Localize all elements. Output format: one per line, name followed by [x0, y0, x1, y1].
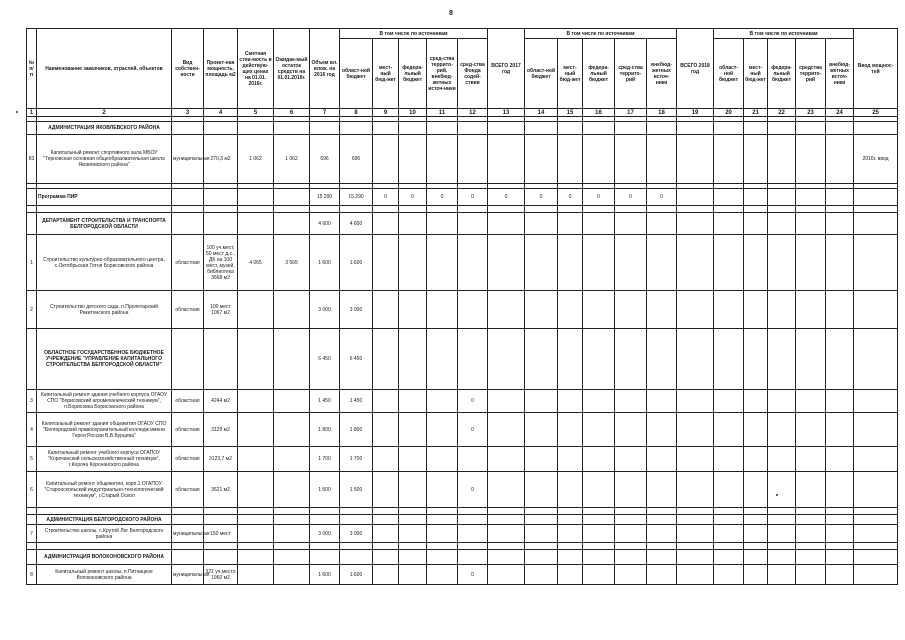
- header-regional-budget: област-ной бюджет: [340, 39, 373, 109]
- fund-assistance-cell: 0: [458, 413, 488, 447]
- column-number: 19: [677, 109, 714, 117]
- territory-funds-cell: 0: [427, 189, 458, 206]
- object-name: Капитальный ремонт спортивного зала МБОУ "Терновская основная общеобразовательная школа Яковлевского района": [37, 135, 172, 184]
- object-name: Капитальный ремонт здания учебного корпуса ОГАОУ СПО "Борисовский агромеханический техникум", п.Борисовка Борисовского района: [37, 390, 172, 413]
- header-federal-budget: федера-льный бюджет: [399, 39, 427, 109]
- volume-cell: 6 450: [310, 329, 340, 390]
- header-regional-budget: област-ной бюджет: [714, 39, 744, 109]
- column-number: 20: [714, 109, 744, 117]
- section-row: [27, 515, 898, 525]
- header-federal-budget: федера-льный бюджет: [768, 39, 796, 109]
- column-number: 22: [768, 109, 796, 117]
- volume-cell: 1 700: [310, 447, 340, 472]
- header-commissioning: Ввод мощнос-тей: [854, 29, 898, 109]
- capacity-cell: 270,3 м2: [204, 135, 238, 184]
- federal-budget-cell: 0: [583, 189, 615, 206]
- header-extrabudgetary: внебюд-жетных источ-ники: [647, 39, 677, 109]
- header-remainder: Ожидае-мый остаток средств на 01.01.2016г.: [274, 29, 310, 109]
- row-number: 6: [27, 472, 37, 508]
- section-title: АДМИНИСТРАЦИЯ БЕЛГОРОДСКОГО РАЙОНА: [37, 515, 172, 525]
- header-volume-2016: Объем вл. влож. на 2016 год: [310, 29, 340, 109]
- territory-funds-cell: 0: [615, 189, 647, 206]
- header-total-2018: ВСЕГО 2018 год: [677, 29, 714, 109]
- header-federal-budget: федера-льный бюджет: [583, 39, 615, 109]
- local-budget-cell: 0: [373, 189, 399, 206]
- header-group-2016: В том числе по источникам: [340, 29, 488, 39]
- header-total-2017: ВСЕГО 2017 год: [488, 29, 525, 109]
- header-territory-funds: средства террито-рий: [796, 39, 826, 109]
- row-number: 2: [27, 291, 37, 329]
- fund-assistance-cell: 0: [458, 390, 488, 413]
- table-row: [27, 235, 898, 291]
- regional-budget-cell: 1 450: [340, 390, 373, 413]
- volume-cell: 1 600: [310, 235, 340, 291]
- column-number: 14: [525, 109, 558, 117]
- object-name: Строительство детского сада, п.Пролетарский Ракитянского района: [37, 291, 172, 329]
- header-group-2018: В том числе по источникам: [714, 29, 854, 39]
- table-row: [27, 135, 898, 184]
- volume-cell: 1 450: [310, 390, 340, 413]
- table-row: [27, 525, 898, 543]
- program-row: [27, 189, 898, 206]
- column-number: 10: [399, 109, 427, 117]
- ownership-cell: муниципальная: [172, 135, 204, 184]
- header-local-budget: мест-ный бюд-жет: [558, 39, 583, 109]
- column-number: 5: [238, 109, 274, 117]
- object-name: Строительство школы, с.Крутой Лог Белгородского района: [37, 525, 172, 543]
- extrabudgetary-cell: 0: [647, 189, 677, 206]
- section-row: [27, 213, 898, 235]
- header-cost: Сметная стои-мость в действую-щих ценах на 01.01. 2016г.: [238, 29, 274, 109]
- column-number: 2: [37, 109, 172, 117]
- column-number: 7: [310, 109, 340, 117]
- cost-cell: 4 065: [238, 235, 274, 291]
- section-title: ДЕПАРТАМЕНТ СТРОИТЕЛЬСТВА И ТРАНСПОРТА БЕЛГОРОДСКОЙ ОБЛАСТИ: [37, 213, 172, 235]
- regional-budget-cell: 3 000: [340, 291, 373, 329]
- header-ownership: Вид собствен-ности: [172, 29, 204, 109]
- capacity-cell: 3123,7 м2: [204, 447, 238, 472]
- section-row: [27, 550, 898, 565]
- ownership-cell: областная: [172, 413, 204, 447]
- program-title: Программа ПИР: [37, 189, 172, 206]
- cost-cell: 1 062: [238, 135, 274, 184]
- total-2017-cell: 0: [488, 189, 525, 206]
- column-number: 4: [204, 109, 238, 117]
- header-extrabudgetary: внебюд-жетных источ-ники: [826, 39, 854, 109]
- regional-budget-cell: 1 700: [340, 447, 373, 472]
- row-number: 4: [27, 413, 37, 447]
- table-row: [27, 413, 898, 447]
- regional-budget-cell: 696: [340, 135, 373, 184]
- table-row: [27, 390, 898, 413]
- scan-speck: [16, 111, 18, 113]
- ownership-cell: муниципальная: [172, 525, 204, 543]
- volume-cell: 3 000: [310, 525, 340, 543]
- row-number: 83: [27, 135, 37, 184]
- header-territory-funds: сред-ства террито-рий: [615, 39, 647, 109]
- capacity-cell: 4244 м2: [204, 390, 238, 413]
- fund-assistance-cell: 0: [458, 472, 488, 508]
- ownership-cell: областная: [172, 447, 204, 472]
- fund-assistance-cell: 0: [458, 189, 488, 206]
- column-number: 23: [796, 109, 826, 117]
- column-number-row: [27, 109, 898, 117]
- table-row: [27, 447, 898, 472]
- table-row: [27, 565, 898, 585]
- spacer-row: [27, 206, 898, 213]
- capacity-cell: 321 уч.место 1960 м2: [204, 565, 238, 585]
- header-group-2017: В том числе по источникам: [525, 29, 677, 39]
- budget-table: [26, 28, 898, 585]
- header-territory-funds: сред-ства террито-рий, внебюд-жетных источ-ники: [427, 39, 458, 109]
- regional-budget-cell: 4 600: [340, 213, 373, 235]
- regional-budget-cell: 1 500: [340, 472, 373, 508]
- section-row: [27, 122, 898, 135]
- column-number: 21: [744, 109, 768, 117]
- row-number: 7: [27, 525, 37, 543]
- page-number: 8: [449, 10, 453, 17]
- ownership-cell: областная: [172, 472, 204, 508]
- capacity-cell: 3621 м2: [204, 472, 238, 508]
- column-number: 15: [558, 109, 583, 117]
- section-title: ОБЛАСТНОЕ ГОСУДАРСТВЕННОЕ БЮДЖЕТНОЕ УЧРЕЖДЕНИЕ "УПРАВЛЕНИЕ КАПИТАЛЬНОГО СТРОИТЕЛЬСТВА БЕЛГОРОДСКОЙ ОБЛАСТИ": [37, 329, 172, 390]
- regional-budget-cell: 3 000: [340, 525, 373, 543]
- remainder-cell: 3 565: [274, 235, 310, 291]
- regional-budget-cell: 15 290: [340, 189, 373, 206]
- header-regional-budget: област-ной бюджет: [525, 39, 558, 109]
- ownership-cell: областная: [172, 235, 204, 291]
- header-local-budget: мест-ный бюд-жет: [373, 39, 399, 109]
- object-name: Капитальный ремонт здания общежития ОГАОУ СПО "Белгородский правоохранительный колледж имени Героя России В.В.Бурцева": [37, 413, 172, 447]
- regional-budget-cell: 6 450: [340, 329, 373, 390]
- object-name: Капитальный ремонт школы, п.Пятницкое Волоконовского района: [37, 565, 172, 585]
- table-row: [27, 472, 898, 508]
- volume-cell: 3 000: [310, 291, 340, 329]
- column-number: 24: [826, 109, 854, 117]
- section-title: АДМИНИСТРАЦИЯ ЯКОВЛЕВСКОГО РАЙОНА: [37, 122, 172, 135]
- header-name: Наименование заказчиков, отраслей, объектов: [37, 29, 172, 109]
- column-number: 11: [427, 109, 458, 117]
- column-number: 9: [373, 109, 399, 117]
- column-number: 17: [615, 109, 647, 117]
- fund-assistance-cell: 0: [458, 565, 488, 585]
- volume-cell: 1 500: [310, 472, 340, 508]
- column-number: 6: [274, 109, 310, 117]
- column-number: 1: [27, 109, 37, 117]
- column-number: 3: [172, 109, 204, 117]
- ownership-cell: муниципальная: [172, 565, 204, 585]
- column-number: 18: [647, 109, 677, 117]
- regional-budget-cell: 1 800: [340, 413, 373, 447]
- table-body: [27, 117, 898, 585]
- capacity-cell: 100 мест 1067 м2: [204, 291, 238, 329]
- column-number: 13: [488, 109, 525, 117]
- row-number: 5: [27, 447, 37, 472]
- regional-budget-cell: 0: [525, 189, 558, 206]
- capacity-cell: 100 уч.мест, 50 мест д.с., ДК на 100 мест, музей, библиотека 3668 м2: [204, 235, 238, 291]
- column-number: 12: [458, 109, 488, 117]
- regional-budget-cell: 1 600: [340, 235, 373, 291]
- section-row: [27, 329, 898, 390]
- commissioning-cell: 2016г. ввод: [854, 135, 898, 184]
- volume-cell: 1 800: [310, 413, 340, 447]
- row-number: 8: [27, 565, 37, 585]
- table-row: [27, 291, 898, 329]
- capacity-cell: 3129 м2: [204, 413, 238, 447]
- header-local-budget: мест-ный бюд-жет: [744, 39, 768, 109]
- table-header: [27, 29, 898, 117]
- remainder-cell: 1 062: [274, 135, 310, 184]
- volume-cell: 15 290: [310, 189, 340, 206]
- volume-cell: 696: [310, 135, 340, 184]
- volume-cell: 1 600: [310, 565, 340, 585]
- spacer-row: [27, 543, 898, 550]
- row-number: 1: [27, 235, 37, 291]
- local-budget-cell: 0: [558, 189, 583, 206]
- object-name: Капитальный ремонт общежития, корп.1 ОГАПОУ "Старооскольский индустриально-технологический техникум", г.Старый Оскол: [37, 472, 172, 508]
- section-title: АДМИНИСТРАЦИЯ ВОЛОКОНОВСКОГО РАЙОНА: [37, 550, 172, 565]
- ownership-cell: областная: [172, 291, 204, 329]
- regional-budget-cell: 1 600: [340, 565, 373, 585]
- spacer-row: [27, 508, 898, 515]
- object-name: Строительство культурно-образовательного центра, с.Октябрьская Готня Борисовского района: [37, 235, 172, 291]
- header-fund-assistance: сред-ства Фонда содей-ствия: [458, 39, 488, 109]
- capacity-cell: 150 мест: [204, 525, 238, 543]
- ownership-cell: областная: [172, 390, 204, 413]
- object-name: Капитальный ремонт учебного корпуса ОГАПОУ "Корочанский сельскохозяйственный техникум", г.Короча Корочанского района: [37, 447, 172, 472]
- volume-cell: 4 600: [310, 213, 340, 235]
- column-number: 25: [854, 109, 898, 117]
- header-capacity: Проект-ная мощность, площадь м2: [204, 29, 238, 109]
- row-number: 3: [27, 390, 37, 413]
- column-number: 16: [583, 109, 615, 117]
- header-num: № п/п: [27, 29, 37, 109]
- column-number: 8: [340, 109, 373, 117]
- federal-budget-cell: 0: [399, 189, 427, 206]
